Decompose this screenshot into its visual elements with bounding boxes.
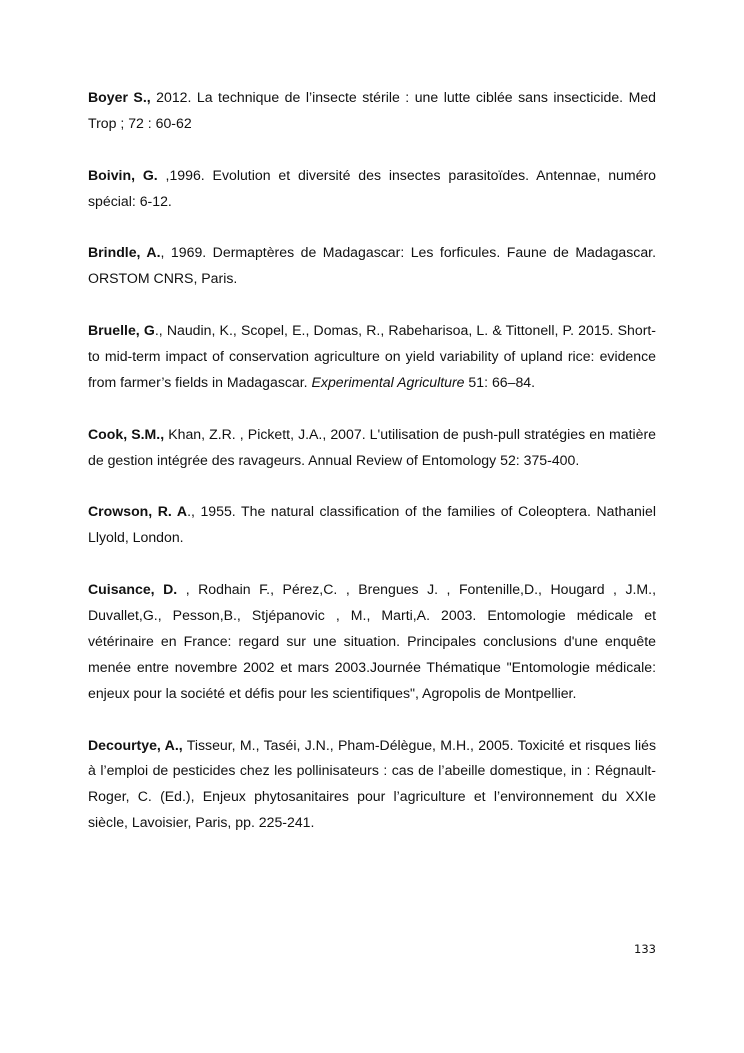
reference-text: 2012. La technique de l’insecte stérile : une lutte ciblée sans insecticide. Med Trop ; 72 : 60-62 bbox=[88, 89, 656, 131]
reference-text: ,1996. Evolution et diversité des insectes parasitoïdes. Antennae, numéro spécial: 6-12. bbox=[88, 166, 657, 209]
reference-cook bbox=[88, 422, 656, 474]
reference-text: ., Naudin, K., Scopel, E., Domas, R., Rabeharisoa, L. & Tittonell, P. 2015. Short- to mid-term impact of conservation agriculture on yield variability of upland rice: evidence from farmer’s fields in Madagascar. bbox=[88, 322, 656, 390]
reference-author: Boyer S., bbox=[88, 89, 151, 105]
reference-text-after: 51: 66–84. bbox=[464, 373, 536, 390]
reference-author: Crowson, R. A bbox=[88, 503, 188, 520]
reference-text: ., 1955. The natural classification of the families of Coleoptera. Nathaniel Llyold, London. bbox=[88, 503, 656, 546]
reference-crowson bbox=[88, 499, 656, 551]
reference-text: , Rodhain F., Pérez,C. , Brengues J. , Fontenille,D., Hougard , J.M., Duvallet,G., Pesson,B., Stjépanovic , M., Marti,A. 2003. Entomologie médicale et vétérinaire en France: regard sur une situation. Principales conclusions d'une enquête menée entre novembre 2002 et mars 2003.Journée Thématique "Entomologie médicale: enjeux pour la société et défis pour les scientifiques", Agropolis de Montpellier. bbox=[88, 581, 656, 701]
reference-boyer bbox=[88, 85, 656, 137]
page-number: 133 bbox=[634, 942, 656, 956]
reference-cuisance bbox=[88, 577, 656, 707]
reference-author: Decourtye, A., bbox=[88, 736, 183, 753]
bibliography-list bbox=[88, 85, 656, 862]
reference-text: , 1969. Dermaptères de Madagascar: Les forficules. Faune de Madagascar. ORSTOM CNRS, Paris. bbox=[88, 244, 657, 287]
reference-journal: Experimental Agriculture bbox=[311, 373, 465, 390]
reference-boivin bbox=[88, 163, 656, 215]
reference-brindle bbox=[88, 240, 656, 292]
reference-bruelle bbox=[88, 318, 656, 396]
reference-decourtye bbox=[88, 733, 656, 837]
reference-author: Brindle, A. bbox=[88, 244, 161, 261]
reference-author: Cuisance, D. bbox=[88, 581, 178, 598]
reference-author: Bruelle, G bbox=[88, 322, 155, 339]
reference-author: Boivin, G. bbox=[88, 166, 158, 183]
reference-author: Cook, S.M., bbox=[88, 425, 165, 442]
reference-text: Tisseur, M., Taséi, J.N., Pham-Délègue, M.H., 2005. Toxicité et risques liés à l’emploi de pesticides chez les pollinisateurs : cas de l’abeille domestique, in : Régnault-Roger, C. (Ed.), Enjeux phytosanitaires pour l’agriculture et l’environnement du XXIe siècle, Lavoisier, Paris, pp. 225-241. bbox=[88, 736, 656, 831]
reference-text: Khan, Z.R. , Pickett, J.A., 2007. L'utilisation de push-pull stratégies en matière de gestion intégrée des ravageurs. Annual Review of Entomology 52: 375-400. bbox=[88, 425, 656, 468]
